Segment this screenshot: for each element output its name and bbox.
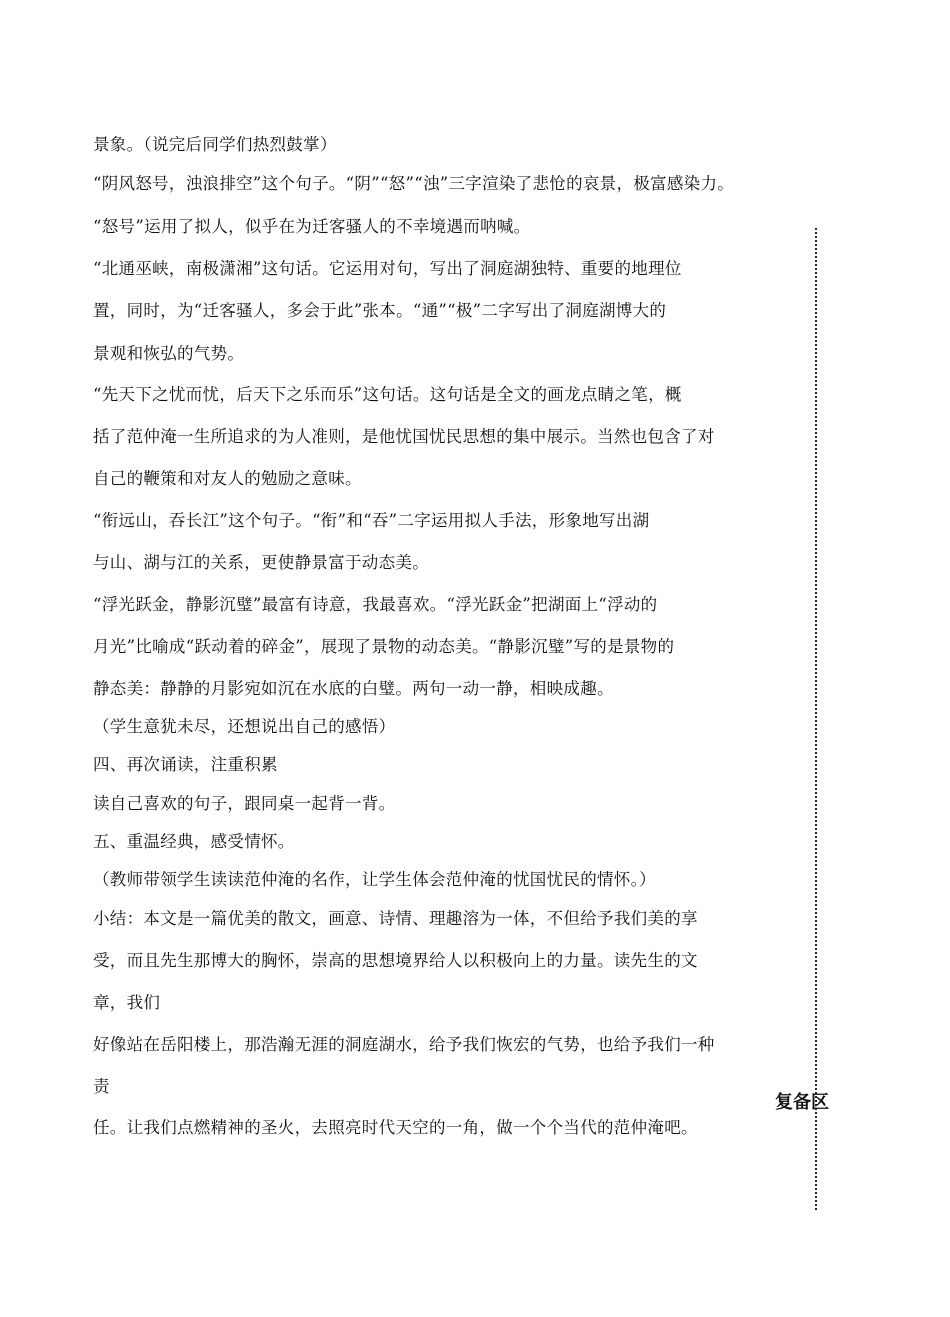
text-line: 受，而且先生那博大的胸怀，崇高的思想境界给人以积极向上的力量。读先生的文 (93, 951, 698, 970)
text-line: “衔远山，吞长江”这个句子。“衔”和“吞”二字运用拟人手法，形象地写出湖 (93, 511, 650, 530)
text-line: 与山、湖与江的关系，更使静景富于动态美。 (93, 553, 429, 572)
text-line: “先天下之忧而忧，后天下之乐而乐”这句话。这句话是全文的画龙点睛之笔，概 (93, 385, 682, 404)
text-line: 静态美：静静的月影宛如沉在水底的白璧。两句一动一静，相映成趣。 (93, 679, 614, 698)
text-line: （学生意犹未尽，还想说出自己的感悟） (93, 717, 396, 736)
text-line: “阴风怒号，浊浪排空”这个句子。“阴”“怒”“浊”三字渲染了悲怆的哀景，极富感染力。 (93, 174, 735, 193)
text-line: 景观和恢弘的气势。 (93, 344, 245, 363)
text-line: 括了范仲淹一生所追求的为人准则，是他忧国忧民思想的集中展示。当然也包含了对 (93, 427, 715, 446)
text-line: （教师带领学生读读范仲淹的名作，让学生体会范仲淹的忧国忧民的情怀。） (93, 870, 656, 889)
margin-label: 复备区 (775, 1092, 829, 1113)
text-line: 任。让我们点燃精神的圣火，去照亮时代天空的一角，做一个个当代的范仲淹吧。 (93, 1118, 698, 1137)
text-line: 置，同时，为“迁客骚人，多会于此”张本。“通”“极”二字写出了洞庭湖博大的 (93, 301, 667, 320)
text-line: “怒号”运用了拟人，似乎在为迁客骚人的不幸境遇而呐喊。 (93, 217, 531, 236)
text-line: 章，我们 (93, 993, 161, 1012)
text-line: 月光”比喻成“跃动着的碎金”，展现了景物的动态美。“静影沉璧”写的是景物的 (93, 637, 675, 656)
text-line: 责 (93, 1077, 110, 1096)
text-line: 自己的鞭策和对友人的勉励之意味。 (93, 469, 362, 488)
section-heading: 四、再次诵读，注重积累 (93, 755, 278, 774)
text-line: 景象。（说完后同学们热烈鼓掌） (93, 135, 337, 154)
margin-divider (815, 228, 817, 1210)
text-line: 小结：本文是一篇优美的散文，画意、诗情、理趣溶为一体，不但给予我们美的享 (93, 909, 698, 928)
section-heading: 五、重温经典，感受情怀。 (93, 832, 295, 851)
text-line: 好像站在岳阳楼上，那浩瀚无涯的洞庭湖水，给予我们恢宏的气势，也给予我们一种 (93, 1035, 715, 1054)
text-line: 读自己喜欢的句子，跟同桌一起背一背。 (93, 794, 396, 813)
text-line: “浮光跃金，静影沉璧”最富有诗意，我最喜欢。“浮光跃金”把湖面上“浮动的 (93, 595, 658, 614)
text-line: “北通巫峡，南极潇湘”这句话。它运用对句，写出了洞庭湖独特、重要的地理位 (93, 259, 682, 278)
